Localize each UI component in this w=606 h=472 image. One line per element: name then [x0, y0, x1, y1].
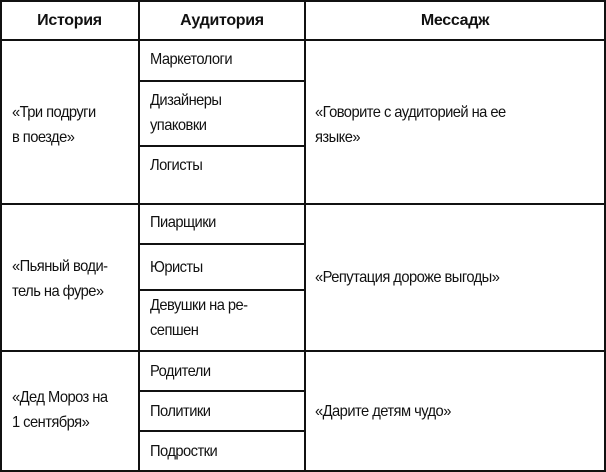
audience-cell: Девушки на ре-: [150, 297, 248, 314]
audience-cell: Маркетологи: [150, 51, 233, 68]
row-divider: [139, 390, 305, 392]
audience-cell: Политики: [150, 403, 211, 420]
row-divider: [139, 289, 305, 291]
audience-cell: Юристы: [150, 259, 203, 276]
story-cell: тель на фуре»: [12, 283, 104, 300]
header-divider: [0, 39, 606, 41]
column-divider: [304, 0, 306, 472]
row-divider: [139, 243, 305, 245]
audience-cell: Логисты: [150, 157, 203, 174]
audience-cell: Дизайнеры: [150, 92, 222, 109]
header-audience: Аудитория: [180, 12, 264, 29]
table-border: [0, 0, 606, 2]
story-cell: 1 сентября»: [12, 414, 90, 431]
column-divider: [138, 0, 140, 472]
story-cell: «Три подруги: [12, 104, 96, 121]
message-cell: языке»: [315, 129, 360, 146]
audience-cell: сепшен: [150, 322, 199, 339]
message-cell: «Говорите с аудиторией на ее: [315, 104, 506, 121]
audience-cell: Подростки: [150, 443, 218, 460]
header-story: История: [37, 12, 102, 29]
story-cell: «Пьяный води-: [12, 258, 108, 275]
table-border: [0, 0, 2, 472]
row-divider: [139, 430, 305, 432]
row-divider: [139, 80, 305, 82]
row-divider: [139, 145, 305, 147]
message-cell: «Репутация дороже выгоды»: [315, 269, 500, 286]
audience-cell: упаковки: [150, 117, 207, 134]
group-divider: [0, 350, 606, 352]
story-cell: в поезде»: [12, 129, 75, 146]
story-cell: «Дед Мороз на: [12, 389, 108, 406]
group-divider: [0, 203, 606, 205]
audience-cell: Пиарщики: [150, 214, 216, 231]
message-cell: «Дарите детям чудо»: [315, 403, 451, 420]
audience-cell: Родители: [150, 363, 211, 380]
header-message: Мессадж: [420, 12, 490, 29]
